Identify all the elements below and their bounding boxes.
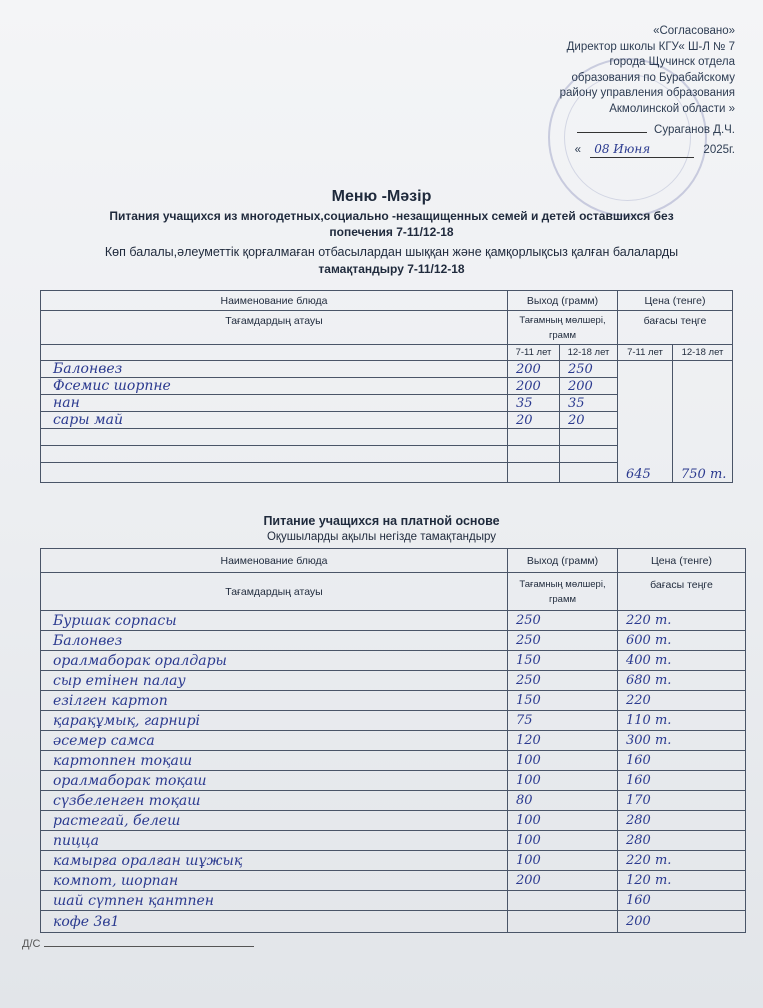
table-row (41, 671, 746, 691)
header-output-kz: Тағамның мөлшері, грамм (508, 311, 618, 345)
header-output-kz: Тағамның мөлшері, грамм (508, 573, 618, 611)
output-grams (508, 911, 618, 933)
table-row (41, 651, 746, 671)
dish-name: пицца (41, 831, 508, 851)
output-grams: 80 (508, 791, 618, 811)
dish-name (41, 446, 508, 463)
dish-name: компот, шорпан (41, 871, 508, 891)
dish-name: шай сүтпен қантпен (41, 891, 508, 911)
age-header: 7-11 лет (508, 345, 560, 361)
table-row (41, 611, 746, 631)
table-row (41, 751, 746, 771)
dish-name: Фсемис шорпне (41, 378, 508, 395)
output-7-11: 200 (508, 378, 560, 395)
output-12-18: 250 (560, 361, 618, 378)
table-row (41, 691, 746, 711)
output-grams: 100 (508, 831, 618, 851)
signature (577, 132, 647, 133)
output-grams: 100 (508, 811, 618, 831)
dish-name: әсемер самса (41, 731, 508, 751)
dish-name: кофе 3в1 (41, 911, 508, 933)
footer-label: Д/С (22, 938, 41, 950)
price-tenge: 170 (618, 791, 746, 811)
subtitle-ru-line-1: Питания учащихся из многодетных,социально -незащищенных семей и детей оставшихся без (109, 209, 674, 223)
output-grams: 100 (508, 851, 618, 871)
date-row (435, 142, 735, 159)
output-7-11: 200 (508, 361, 560, 378)
dish-name: растегай, белеш (41, 811, 508, 831)
output-12-18 (560, 429, 618, 446)
free-meals-table (40, 290, 733, 483)
output-12-18: 20 (560, 412, 618, 429)
output-grams: 250 (508, 611, 618, 631)
header-price-kz: бағасы теңге (618, 573, 746, 611)
header-price-ru: Цена (тенге) (618, 291, 733, 311)
table-row (41, 711, 746, 731)
signer-name: Сураганов Д.Ч. (654, 124, 735, 136)
output-grams (508, 891, 618, 911)
age-header: 12-18 лет (673, 345, 733, 361)
table-row (41, 851, 746, 871)
paid-section-subtitle: Оқушыларды ақылы негізде тамақтандыру (266, 531, 497, 543)
table-row (41, 361, 733, 378)
price-tenge: 200 (618, 911, 746, 933)
header-name-kz: Тағамдардың атауы (41, 311, 508, 345)
table-row (41, 731, 746, 751)
price-12-18: 750 т. (673, 361, 733, 483)
approval-line: Акмолинской области » (609, 102, 735, 115)
table-row (41, 831, 746, 851)
footer-signature-line (44, 946, 254, 947)
paid-meals-table (40, 548, 746, 933)
dish-name (41, 463, 508, 483)
table-row (41, 811, 746, 831)
price-tenge: 400 т. (618, 651, 746, 671)
dish-name: қарақұмық, гарнирі (41, 711, 508, 731)
price-tenge: 160 (618, 891, 746, 911)
page-title: Меню -Мәзір (331, 188, 432, 205)
dish-name: картоппен тоқаш (41, 751, 508, 771)
header-name-kz: Тағамдардың атауы (41, 573, 508, 611)
date-year: 2025г. (703, 143, 735, 156)
output-grams: 250 (508, 671, 618, 691)
output-7-11: 35 (508, 395, 560, 412)
output-7-11: 20 (508, 412, 560, 429)
dish-name (41, 429, 508, 446)
dish-name: оралмаборак тоқаш (41, 771, 508, 791)
age-header: 7-11 лет (618, 345, 673, 361)
age-header: 12-18 лет (560, 345, 618, 361)
dish-name: оралмаборак оралдары (41, 651, 508, 671)
table-row (41, 631, 746, 651)
output-7-11 (508, 446, 560, 463)
dish-name: сыр етінен палау (41, 671, 508, 691)
output-12-18 (560, 463, 618, 483)
output-grams: 150 (508, 651, 618, 671)
approval-line: образования по Бурабайскому (571, 71, 735, 84)
output-7-11 (508, 463, 560, 483)
output-7-11 (508, 429, 560, 446)
header-output-ru: Выход (грамм) (508, 549, 618, 573)
approval-line: району управления образования (559, 87, 735, 99)
price-tenge: 160 (618, 751, 746, 771)
dish-name: Буршак сорпасы (41, 611, 508, 631)
approval-line: города Щучинск отдела (609, 56, 735, 68)
output-grams: 120 (508, 731, 618, 751)
table-row (41, 771, 746, 791)
dish-name: Балонвез (41, 361, 508, 378)
output-grams: 100 (508, 751, 618, 771)
price-tenge: 220 т. (618, 611, 746, 631)
output-grams: 75 (508, 711, 618, 731)
approval-line: Директор школы КГУ« Ш-Л № 7 (566, 40, 735, 53)
price-tenge: 220 т. (618, 851, 746, 871)
price-tenge: 220 (618, 691, 746, 711)
price-tenge: 110 т. (618, 711, 746, 731)
date-quote: « (574, 143, 582, 156)
output-grams: 150 (508, 691, 618, 711)
output-12-18 (560, 446, 618, 463)
subtitle-kz-line-2: тамақтандыру 7-11/12-18 (318, 262, 465, 276)
price-tenge: 160 (618, 771, 746, 791)
header-name-ru: Наименование блюда (41, 291, 508, 311)
price-tenge: 600 т. (618, 631, 746, 651)
output-12-18: 200 (560, 378, 618, 395)
output-grams: 200 (508, 871, 618, 891)
dish-name: камырға оралған шұжық (41, 851, 508, 871)
approval-line: «Согласовано» (653, 25, 735, 37)
subtitle-ru-line-2: попечения 7-11/12-18 (329, 225, 454, 239)
price-tenge: 280 (618, 811, 746, 831)
dish-name: Балонвез (41, 631, 508, 651)
price-tenge: 680 т. (618, 671, 746, 691)
dish-name: сүзбеленген тоқаш (41, 791, 508, 811)
table-row (41, 791, 746, 811)
price-7-11: 645 (618, 361, 673, 483)
signature-row (435, 123, 735, 139)
approval-block (435, 24, 735, 158)
price-tenge: 280 (618, 831, 746, 851)
dish-name: сары май (41, 412, 508, 429)
dish-name: езілген картоп (41, 691, 508, 711)
table-row (41, 911, 746, 933)
table-row (41, 871, 746, 891)
header-price-kz: бағасы теңге (618, 311, 733, 345)
price-tenge: 120 т. (618, 871, 746, 891)
dish-name: нан (41, 395, 508, 412)
header-name-ru: Наименование блюда (41, 549, 508, 573)
subtitle-kz-line-1: Көп балалы,әлеуметтік қорғалмаған отбасылардан шыққан және қамқорлықсыз қалған балаларды (104, 245, 679, 259)
date-handwritten: 08 Июня (590, 142, 694, 159)
footer-dc (22, 938, 254, 950)
output-grams: 250 (508, 631, 618, 651)
paid-section-title: Питание учащихся на платной основе (263, 514, 500, 528)
price-tenge: 300 т. (618, 731, 746, 751)
header-price-ru: Цена (тенге) (618, 549, 746, 573)
output-12-18: 35 (560, 395, 618, 412)
output-grams: 100 (508, 771, 618, 791)
header-output-ru: Выход (грамм) (508, 291, 618, 311)
age-header-blank (41, 345, 508, 361)
table-row (41, 891, 746, 911)
